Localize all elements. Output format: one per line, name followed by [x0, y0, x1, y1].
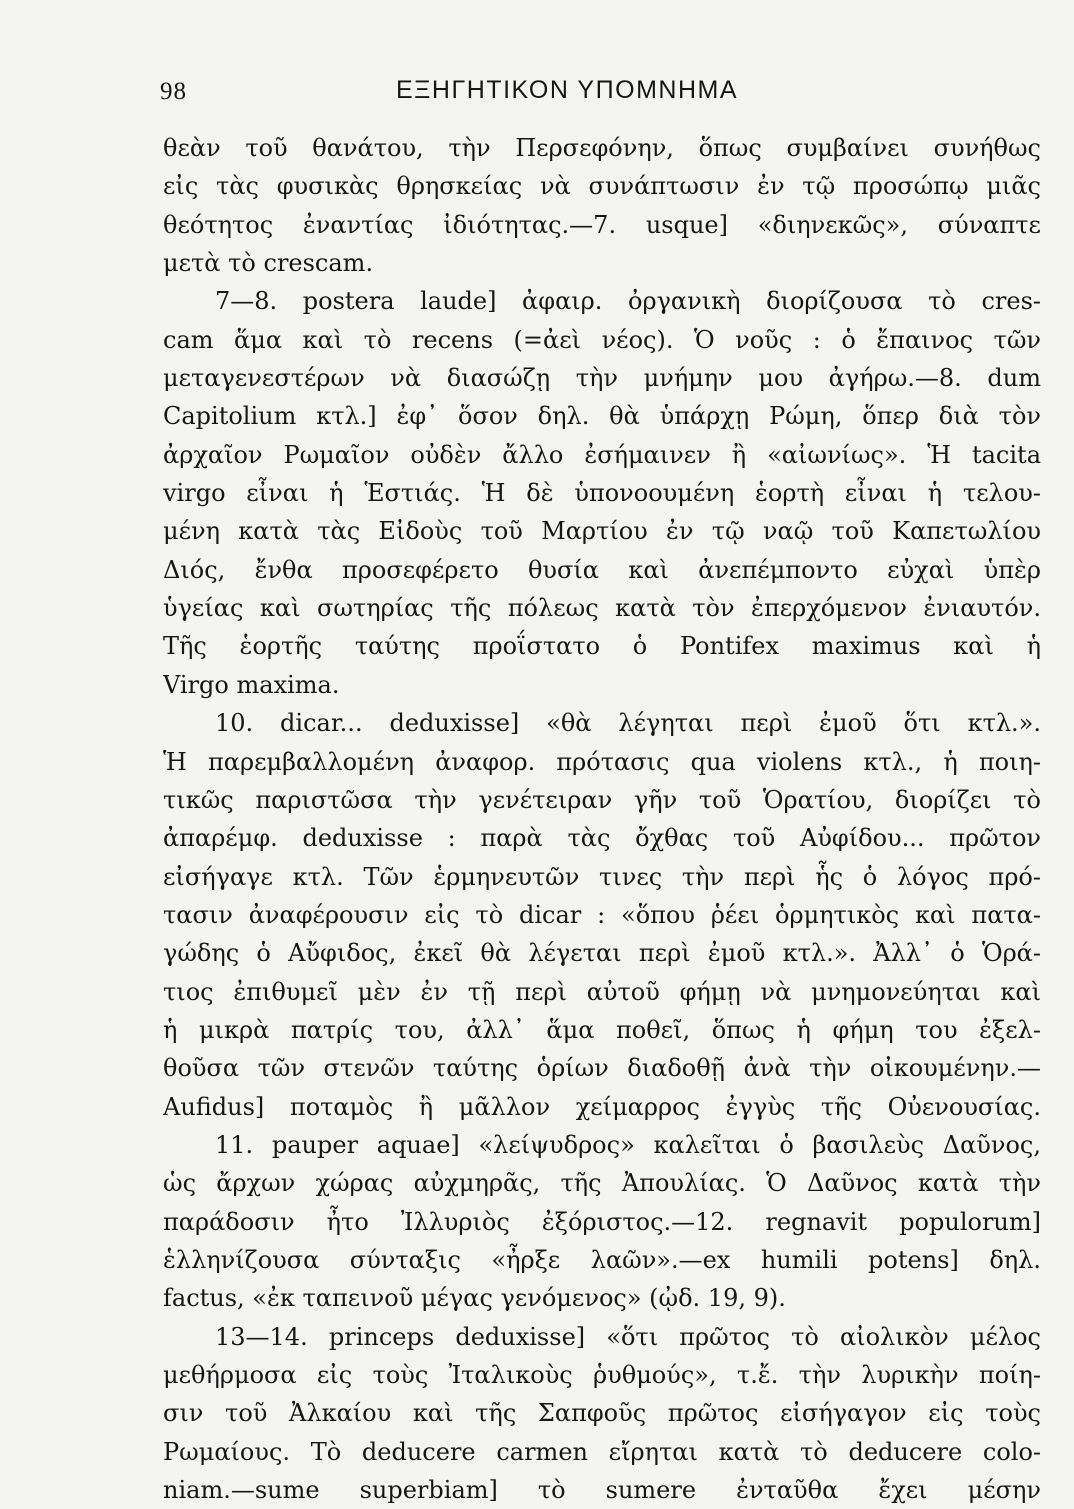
text-line: 10. dicar... deduxisse] «θὰ λέγηται περὶ ἐμοῦ ὅτι κτλ.». — [215, 709, 1041, 738]
text-line: Διός, ἔνθα προσεφέρετο θυσία καὶ ἀνεπέμποντο εὐχαὶ ὑπὲρ — [163, 555, 1041, 584]
text-line: Virgo maxima. — [163, 670, 340, 699]
text-line: ὡς ἄρχων χώρας αὐχμηρᾶς, τῆς Ἀπουλίας. Ὁ Δαῦνος κατὰ τὴν — [163, 1169, 1041, 1198]
text-line: εἰσήγαγε κτλ. Τῶν ἑρμηνευτῶν τινες τὴν περὶ ἧς ὁ λόγος πρό- — [163, 862, 1041, 891]
text-line: μεταγενεστέρων νὰ διασώζῃ τὴν μνήμην μου ἀγήρω.—8. dum — [163, 364, 1041, 393]
text-line: Ἡ παρεμβαλλομένη ἀναφορ. πρότασις qua violens κτλ., ἡ ποιη- — [163, 747, 1041, 776]
text-line: 13—14. princeps deduxisse] «ὅτι πρῶτος τὸ αἰολικὸν μέλος — [215, 1322, 1041, 1351]
text-line: cam ἅμα καὶ τὸ recens (=ἀεὶ νέος). Ὁ νοῦς : ὁ ἔπαινος τῶν — [163, 325, 1041, 354]
text-line: θεὰν τοῦ θανάτου, τὴν Περσεφόνην, ὅπως συμβαίνει συνήθως — [163, 134, 1041, 162]
text-line: Ρωμαίους. Τὸ deducere carmen εἴρηται κατὰ τὸ deducere colo- — [163, 1437, 1041, 1466]
text-line: Τῆς ἑορτῆς ταύτης προΐστατο ὁ Pontifex maximus καὶ ἡ — [163, 632, 1041, 661]
text-line: μεθήρμοσα εἰς τοὺς Ἰταλικοὺς ῥυθμούς», τ.ἔ. τὴν λυρικὴν ποίη- — [163, 1361, 1041, 1389]
text-line: virgo εἶναι ἡ Ἑστιάς. Ἡ δὲ ὑπονοουμένη ἑορτὴ εἶναι ἡ τελου- — [163, 479, 1041, 508]
commentary-text — [163, 129, 1041, 1509]
text-line: ἀπαρέμφ. deduxisse : παρὰ τὰς ὄχθας τοῦ Αὐφίδου... πρῶτον — [163, 824, 1041, 853]
text-line: θεότητος ἐναντίας ἰδιότητας.—7. usque] «διηνεκῶς», σύναπτε — [163, 210, 1041, 239]
text-line: σιν τοῦ Ἀλκαίου καὶ τῆς Σαπφοῦς πρῶτος εἰσήγαγον εἰς τοὺς — [163, 1399, 1041, 1428]
text-line: τιος ἐπιθυμεῖ μὲν ἐν τῇ περὶ αὐτοῦ φήμῃ νὰ μνημονεύηται καὶ — [163, 977, 1041, 1006]
text-line: 11. pauper aquae] «λείψυδρος» καλεῖται ὁ βασιλεὺς Δαῦνος, — [215, 1130, 1041, 1159]
text-line: factus, «ἐκ ταπεινοῦ μέγας γενόμενος» (ᾠδ. 19, 9). — [163, 1284, 786, 1313]
page-header — [160, 70, 1040, 110]
text-line: ἡ μικρὰ πατρίς του, ἀλλ᾽ ἅμα ποθεῖ, ὅπως ἡ φήμη του ἐξελ- — [163, 1015, 1041, 1044]
text-line: τασιν ἀναφέρουσιν εἰς τὸ dicar : «ὅπου ῥέει ὁρμητικὸς καὶ πατα- — [163, 900, 1041, 929]
page-number: 98 — [160, 78, 187, 105]
text-line: ὑγείας καὶ σωτηρίας τῆς πόλεως κατὰ τὸν ἐπερχόμενον ἐνιαυτόν. — [163, 594, 1041, 623]
running-title: ΕΞΗΓΗΤΙΚΟΝ ΥΠΟΜΝΗΜΑ — [396, 76, 739, 104]
text-line: τικῶς παριστῶσα τὴν γενέτειραν γῆν τοῦ Ὁρατίου, διορίζει τὸ — [163, 785, 1041, 814]
text-line: niam.—sume superbiam] τὸ sumere ἐνταῦθα ἔχει μέσην — [163, 1476, 1041, 1505]
text-line: μετὰ τὸ crescam. — [163, 249, 374, 278]
text-line: ἑλληνίζουσα σύνταξις «ἦρξε λαῶν».—ex humili potens] δηλ. — [163, 1245, 1041, 1274]
text-line: ἀρχαῖον Ρωμαῖον οὐδὲν ἄλλο ἐσήμαινεν ἢ «αἰωνίως». Ἡ tacita — [163, 440, 1041, 469]
text-line: μένη κατὰ τὰς Εἰδοὺς τοῦ Μαρτίου ἐν τῷ ναῷ τοῦ Καπετωλίου — [163, 517, 1041, 546]
text-line: Capitolium κτλ.] ἐφ᾽ ὅσον δηλ. θὰ ὑπάρχῃ Ρώμη, ὅπερ διὰ τὸν — [163, 402, 1041, 431]
text-line: 7—8. postera laude] ἀφαιρ. ὀργανικὴ διορίζουσα τὸ cres- — [215, 287, 1041, 316]
text-line: εἰς τὰς φυσικὰς θρησκείας νὰ συνάπτωσιν ἐν τῷ προσώπῳ μιᾶς — [163, 172, 1041, 201]
text-line: γώδης ὁ Αὔφιδος, ἐκεῖ θὰ λέγεται περὶ ἐμοῦ κτλ.». Ἀλλ᾽ ὁ Ὁρά- — [163, 939, 1041, 968]
text-line: παράδοσιν ἦτο Ἰλλυριὸς ἐξόριστος.—12. regnavit populorum] — [163, 1207, 1041, 1236]
text-line: θοῦσα τῶν στενῶν ταύτης ὁρίων διαδοθῇ ἀνὰ τὴν οἰκουμένην.— — [163, 1054, 1041, 1083]
text-line: Aufidus] ποταμὸς ἢ μᾶλλον χείμαρρος ἐγγὺς τῆς Οὐενουσίας. — [163, 1092, 1041, 1121]
